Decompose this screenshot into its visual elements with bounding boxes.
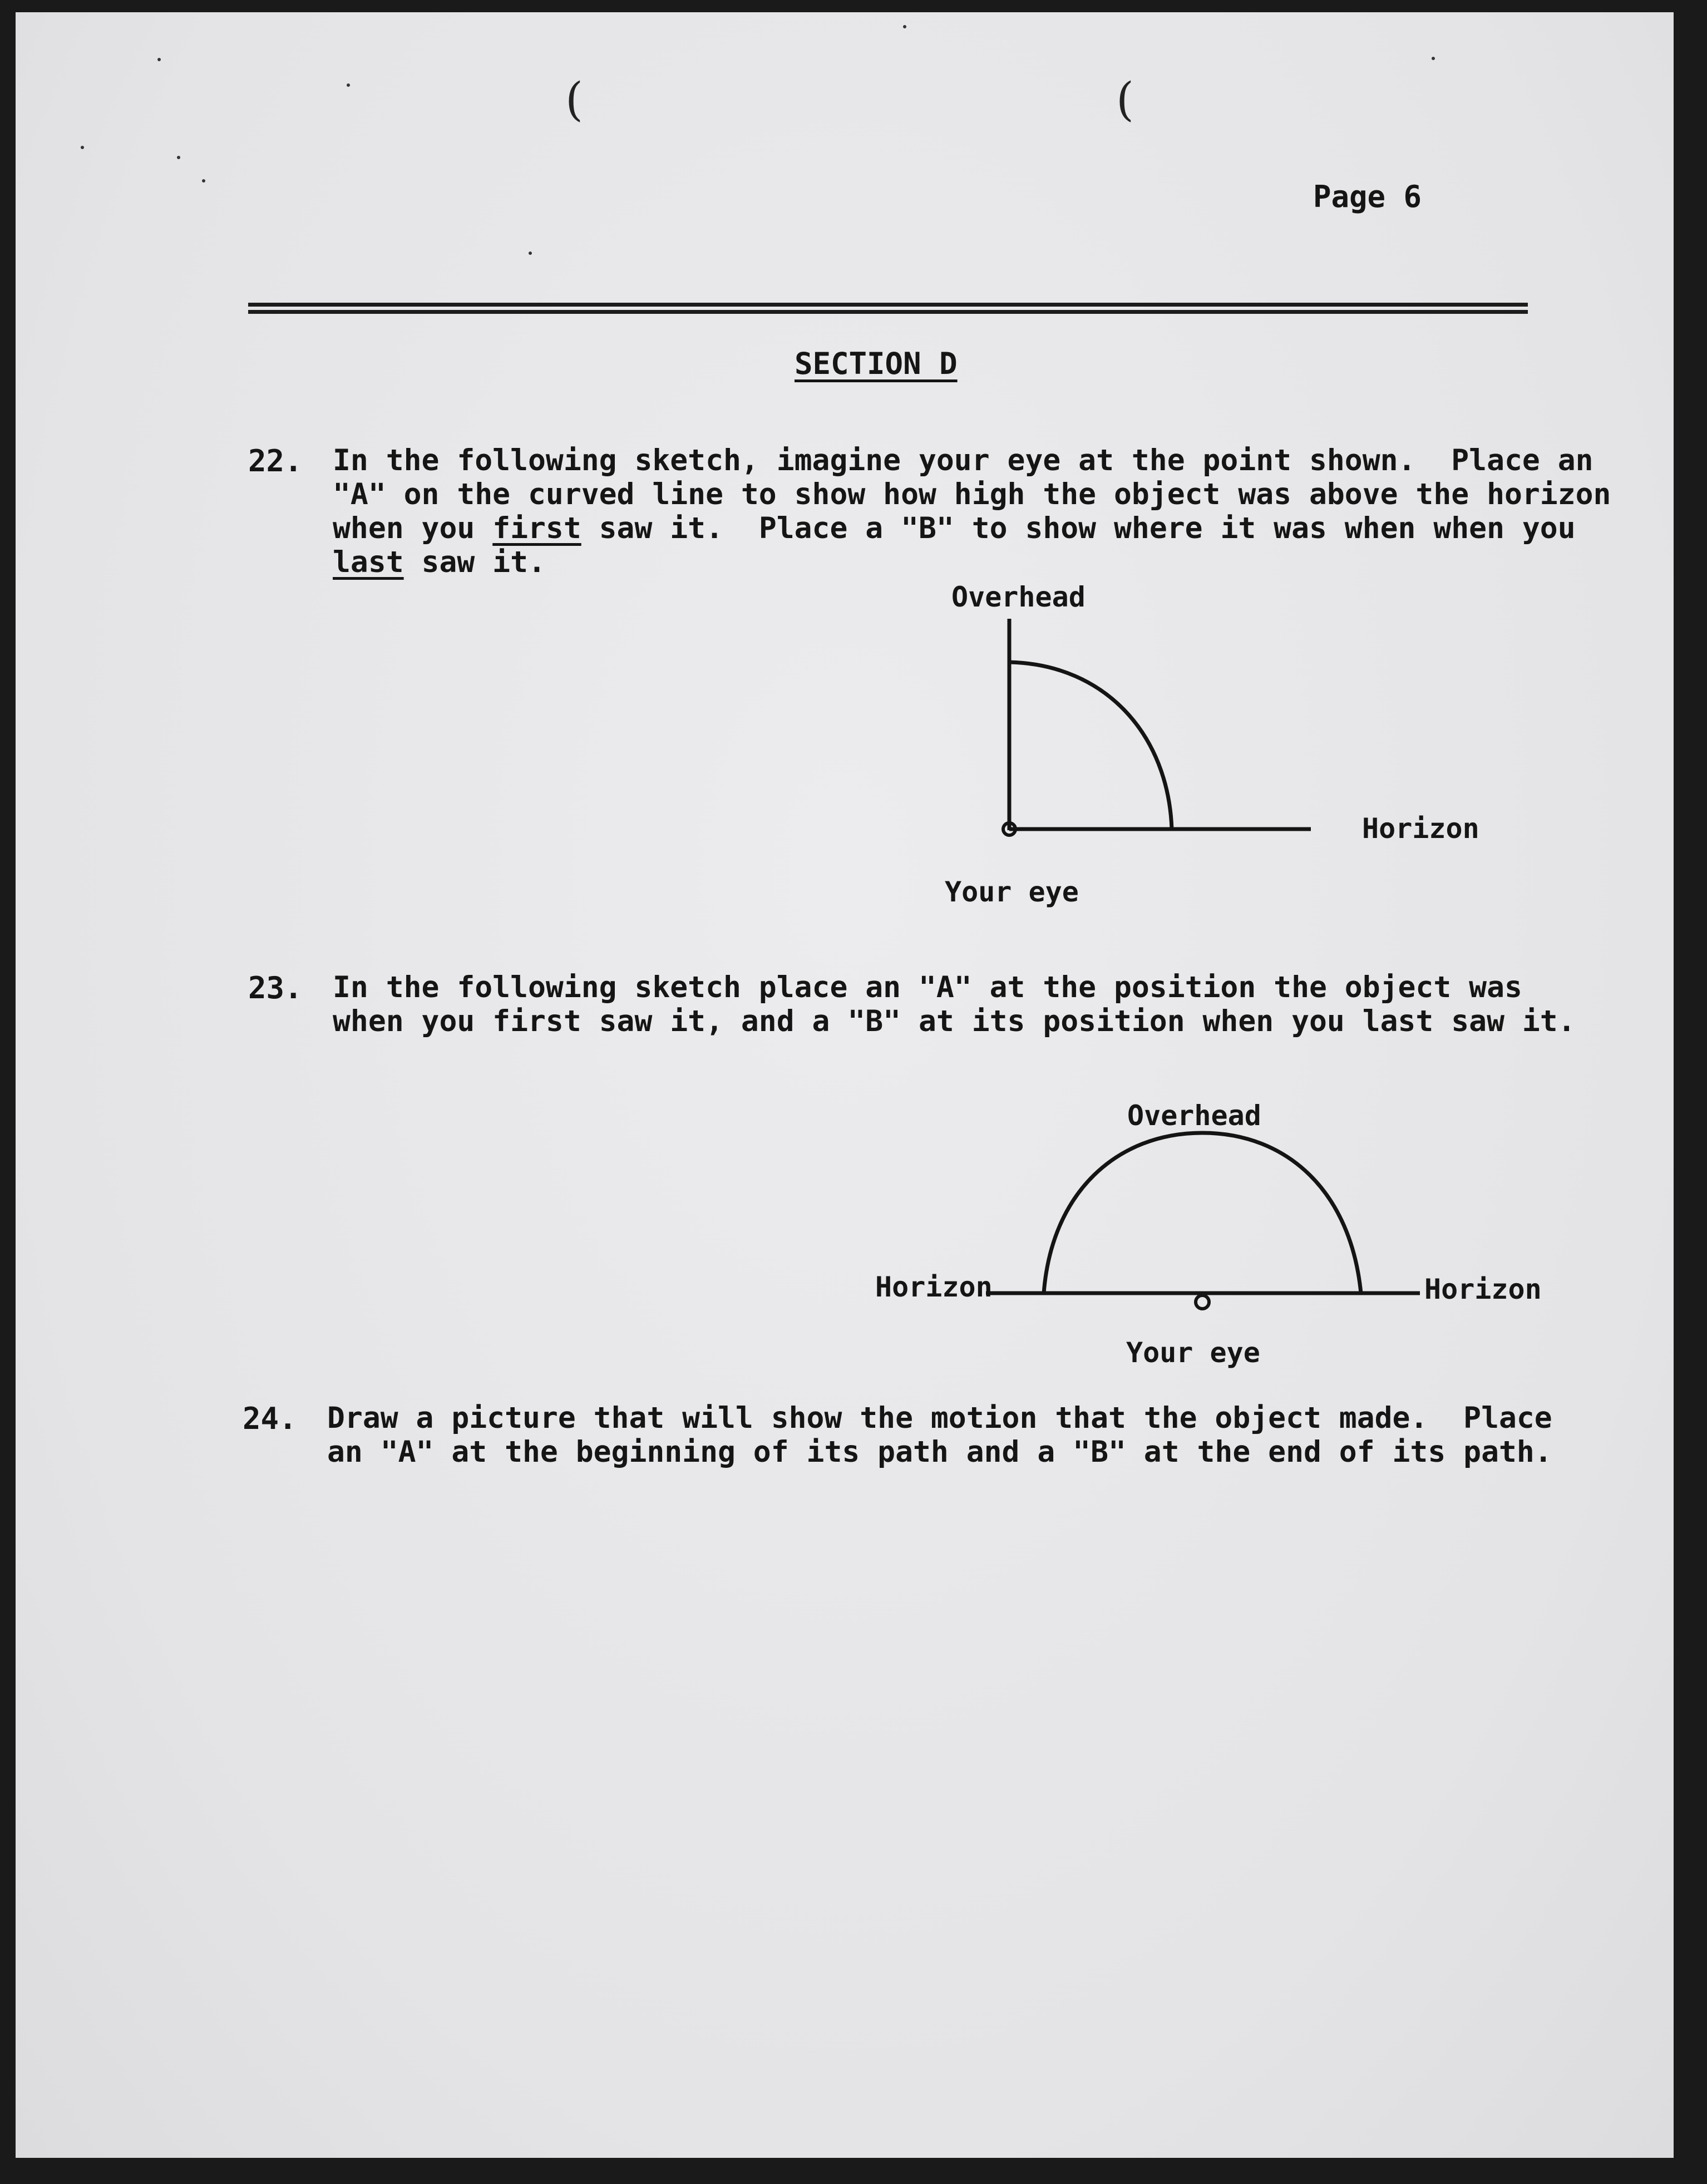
question-24-number: 24. <box>243 1401 297 1436</box>
sketch-2-semicircle-arc <box>1044 1133 1361 1293</box>
sketch-1-your-eye-label: Your eye <box>945 876 1079 908</box>
sketch-1 <box>1003 619 1311 835</box>
question-24-line-1: Draw a picture that will show the motion that the object made. Place <box>327 1401 1552 1435</box>
scan-mark-left: ( <box>565 73 583 126</box>
question-22-line-2: "A" on the curved line to show how high the object was above the horizon <box>333 477 1611 511</box>
question-23-number: 23. <box>248 970 303 1005</box>
emphasis-first: first <box>492 511 581 545</box>
sketch-2 <box>986 1133 1420 1309</box>
sketch-1-quarter-arc <box>1009 662 1172 829</box>
sketch-2-eye-point <box>1196 1295 1209 1309</box>
line-3-tail: saw it. Place a "B" to show where it was when when you <box>581 511 1576 545</box>
sketch-2-horizon-right-label: Horizon <box>1424 1273 1542 1305</box>
line-3-lead: when you <box>333 511 493 545</box>
question-22-number: 22. <box>248 443 303 479</box>
sketch-2-horizon-left-label: Horizon <box>875 1271 993 1303</box>
sketch-1-overhead-label: Overhead <box>951 581 1086 613</box>
sketch-1-horizon-label: Horizon <box>1362 812 1479 845</box>
line-4-tail: saw it. <box>403 545 546 579</box>
sketch-2-overhead-label: Overhead <box>1127 1100 1261 1132</box>
sketch-2-your-eye-label: Your eye <box>1126 1337 1260 1369</box>
question-23-line-1: In the following sketch place an "A" at the position the object was <box>333 970 1522 1004</box>
scan-mark-right: ( <box>1116 73 1134 126</box>
question-23-line-2: when you first saw it, and a "B" at its position when you last saw it. <box>333 1004 1576 1038</box>
sketch-drawings <box>16 12 1674 2158</box>
emphasis-last: last <box>333 545 404 579</box>
page-number: Page 6 <box>1313 179 1422 214</box>
question-22-line-1: In the following sketch, imagine your eye at the point shown. Place an <box>333 443 1593 477</box>
section-title: SECTION D <box>795 346 958 381</box>
document-page <box>16 12 1674 2158</box>
question-24-line-2: an "A" at the beginning of its path and a "B" at the end of its path. <box>327 1435 1552 1469</box>
